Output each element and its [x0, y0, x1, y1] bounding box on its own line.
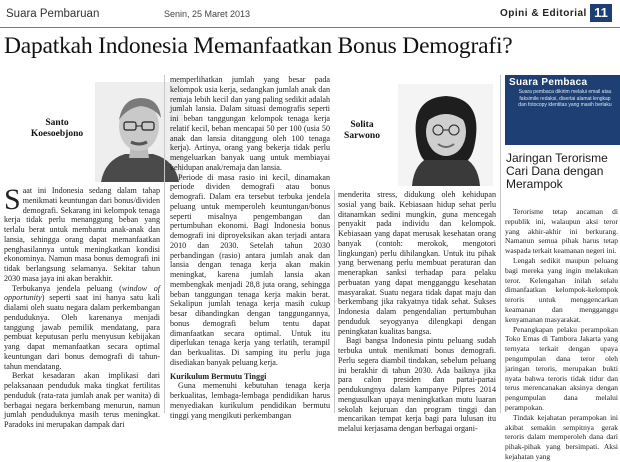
- section-name: Opini & Editorial: [500, 8, 587, 19]
- author-name-solita: [328, 120, 396, 142]
- reader-letters-banner: [505, 75, 620, 145]
- drop-cap: S: [4, 183, 21, 216]
- section-subheading: Kurikulum Bermutu Tinggi: [170, 371, 267, 381]
- publication-name: Suara Pembaruan: [6, 8, 100, 20]
- paragraph-text: ) seperti saat ini hanya satu kali dialami oleh suatu negara dalam perkembangan penduduknya. Oleh karenanya menjadi tanggung jawab pemilik mendatang, para pembuat keputusan perlu menyusun kebijakan yang dapat memanfaatkan secara optimal keuntungan dari bonus demografi di tahun-tahun mendatang.: [4, 293, 160, 371]
- paragraph: Guna memenuhi kebutuhan tenaga kerja berkualitas, lembaga-lembaga pendidikan harus menyediakan kurikulum pendidikan bermutu tinggi yang mengikuti perkembangan: [170, 381, 330, 420]
- paragraph-text: aat ini Indonesia sedang dalam tahap menikmati keuntungan dari bonus/dividen demografi. Sekarang ini kelompok tenaga kerja tidak perlu menanggung beban yang terlalu berat untuk membantu anak-anak dan lansia, sehingga orang dapat memanfaatkan penghasilannya untuk meningkatkan kondisi ekonominya. Namun masa bonus demografi ini tidak berlangsung selamanya. Sekitar tahun 2030 masa jaya ini akan berakhir.: [4, 186, 160, 283]
- paragraph-text: Terbukanya jendela peluang (: [12, 283, 122, 293]
- column-divider: [334, 190, 335, 413]
- author-first-name: Solita: [350, 120, 374, 130]
- paragraph: memperlihatkan jumlah yang besar pada kelompok usia kerja, sedangkan jumlah anak dan remaja lebih kecil dan yang paling sedikit adalah jumlah lansia. Dalam situasi demografis seperti ini beban tanggungan kelompok tenaga kerja relatif kecil, beban mencapai 50 per 100 (usia 50 anak dan lansia ditanggung oleh 100 tenaga kerja). Artinya, orang yang bekerja tidak perlu mengeluarkan banyak uang untuk membiayai kehidupan anak/remaja dan lansia.: [170, 75, 330, 172]
- paragraph: menderita stress, didukung oleh kehidupan sosial yang baik. Kebiasaan hidup sehat perlu ditanamkan sedini mungkin, guna mencegah penyakit pada individu dan kelompok. Kebiasaan yang dapat merusak kesehatan orang banyak (contoh: merokok, mengotori lingkungan) perlu dihilangkan. Untuk itu pihak yang berwenang perlu membuat peraturan dan menerapkan sanksi terhadap para pelaku perbuatan yang dapat mengganggu kesehatan masyarakat. Suatu negara tidak dapat maju dan berkembang jika rakyatnya tidak sehat. Sukses Indonesia dalam pengendalian pertumbuhan penduduk seyogyanya dilengkapi dengan peningkatan kualitas bangsa.: [338, 190, 496, 336]
- paragraph: [4, 183, 160, 284]
- author-first-name: Santo: [45, 118, 69, 128]
- article-column-3: [338, 190, 496, 433]
- article-column-1: [4, 183, 160, 429]
- author-last-name: Sarwono: [344, 131, 380, 141]
- letter-headline: Jaringan Terorisme Cari Dana dengan Merampok: [506, 151, 608, 191]
- letter-body: [505, 207, 618, 461]
- paragraph: Bagi bangsa Indonesia pintu peluang sudah terbuka untuk menikmati bonus demografi. Perlu segera diambil tindakan, sebelum peluang ini berakhir di tahun 2030. Ada baiknya jika para calon presiden dan partai-partai pendukungnya dalam kampanye Pilpres 2014 mengusulkan upaya meningkatkan mutu luaran sekolah kejuruan dan program tinggi dan mencarikan tempat kerja bagi para lulusan itu melalui kerjasama dengan berbagai organi-: [338, 336, 496, 433]
- paragraph: [4, 284, 160, 372]
- paragraph: Tindak kejahatan perampokan ini akibat semakin sempitnya gerak teroris dalam memperoleh dana dari pihak-pihak yang bersimpati. Aksi kejahatan yang: [505, 412, 618, 461]
- column-divider: [164, 75, 165, 413]
- sidebar-divider: [500, 75, 501, 413]
- author-last-name: Koesoebjono: [30, 129, 84, 139]
- paragraph: Berkat kesadaran akan implikasi dari pelaksanaan penduduk maka tingkat fertilitas penduduk (rata-rata jumlah anak per wanita) di berbagai negara berkembang menurun, namun jumlah penduduknya masih terus meningkat. Paradoks ini merupakan dampak dari: [4, 371, 160, 429]
- italic-term: window of opportunity: [4, 283, 160, 303]
- sidebar-description: Suara pembaca dikirim melalui email atau faksimile redaksi, disertai alamat lengkap dan fotocopy identitas yang masih berlaku: [518, 89, 612, 108]
- article-headline: Dapatkah Indonesia Memanfaatkan Bonus Demografi?: [4, 33, 513, 59]
- author-name-santo: [22, 118, 92, 140]
- page-header: [0, 0, 620, 28]
- issue-date: Senin, 25 Maret 2013: [164, 9, 251, 19]
- author-photo-solita: [398, 84, 493, 186]
- sidebar-title: Suara Pembaca: [509, 77, 588, 88]
- paragraph: Lengah sedikit maupun peluang bagi mereka yang ingin melakukan teror. Kelengahan inilah selalu dimanfaatkan kelompok-kelompok teroris untuk menggencarkan keamanan dan mengganggu kenyamanan masyarakat.: [505, 255, 618, 324]
- paragraph: Periode di masa rasio ini kecil, dinamakan periode dividen demografi atau bonus demografi. Dalam era tersebut terbuka jendela peluang untuk memperoleh keuntungan/bonus seperti misalnya pengembangan dan pertumbuhan ekonomi. Bagi Indonesia bonus demografi ini diproyeksikan akan terjadi antara 2010 dan 2030. Setelah tahun 2030 perbandingan (rasio) antara jumlah anak dan lansia dengan tenaga kerja akan makin meningkat, karena jumlah lansia akan membengkak menjadi 28,8 juta orang, sehingga beban tanggungan tenaga kerja makin berat. Sekalipun jumlah tenaga kerja masih cukup besar dibandingkan dengan tanggungannya, bonus demografi belum tentu dapat dimanfaatkan secara optimal. Untuk itu diperlukan tenaga kerja yang terlatih, terampil dan berkualitas. Di samping itu perlu juga disediakan banyak peluang kerja.: [170, 172, 330, 367]
- paragraph: Penangkapan pelaku perampokan Toko Emas di Tambora Jakarta yang ternyata terkait dengan upaya pengumpulan dana teror oleh jaringan teroris, merupakan bukti nyata bahwa teroris tidak tidur dan terus merencanakan aksinya dengan pengumpulan dana melalui perampokan.: [505, 324, 618, 412]
- article-column-2: [170, 75, 330, 420]
- page-number: 11: [590, 4, 612, 22]
- paragraph: Terorisme tetap ancaman di republik ini, walaupun aksi teror yang akhir-akhir ini berkurang. Namanun semua pihak harus tetap waspada terkait keamanan negeri ini.: [505, 207, 618, 256]
